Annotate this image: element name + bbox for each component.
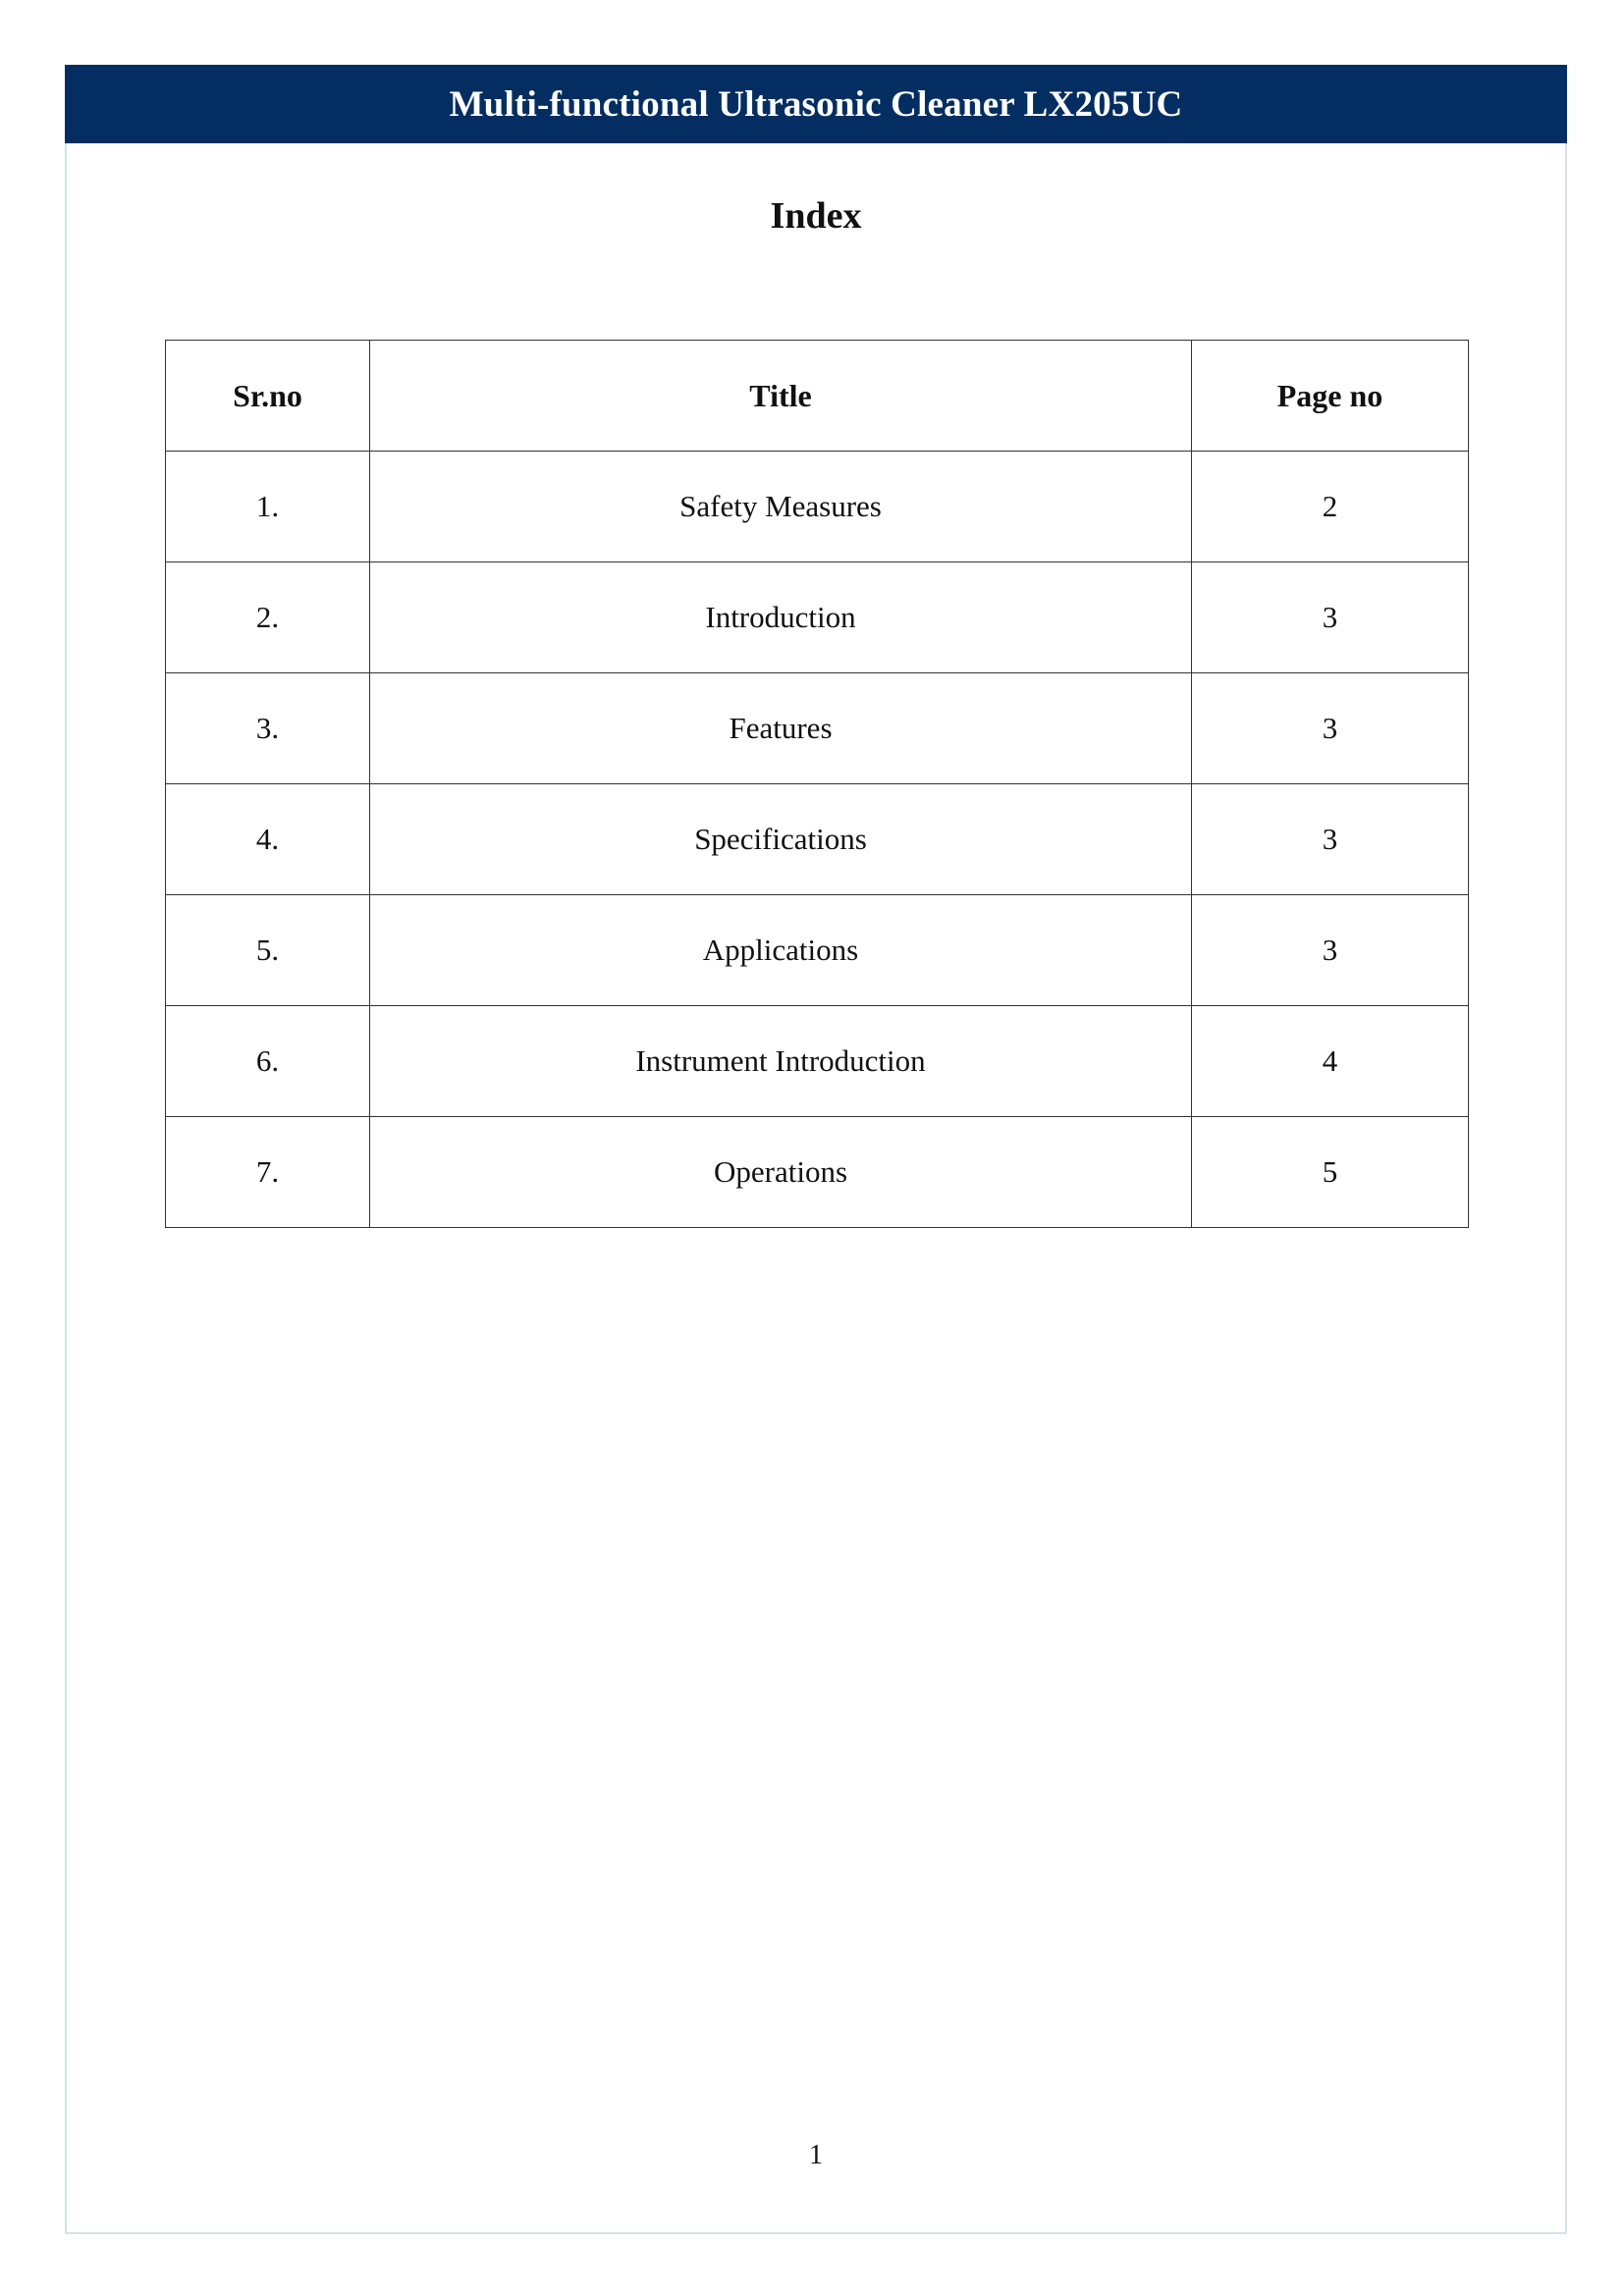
cell-page: 2 bbox=[1192, 452, 1469, 562]
cell-title: Specifications bbox=[370, 784, 1192, 895]
index-heading: Index bbox=[770, 195, 862, 237]
cell-srno: 7. bbox=[166, 1117, 370, 1228]
table-row bbox=[166, 562, 1469, 673]
cell-page: 3 bbox=[1192, 673, 1469, 784]
cell-title: Features bbox=[370, 673, 1192, 784]
cell-srno: 4. bbox=[166, 784, 370, 895]
cell-page: 5 bbox=[1192, 1117, 1469, 1228]
cell-page: 3 bbox=[1192, 562, 1469, 673]
cell-srno: 3. bbox=[166, 673, 370, 784]
cell-title: Safety Measures bbox=[370, 452, 1192, 562]
table-row bbox=[166, 1117, 1469, 1228]
cell-srno: 5. bbox=[166, 895, 370, 1006]
table-row bbox=[166, 673, 1469, 784]
cell-page: 3 bbox=[1192, 784, 1469, 895]
cell-title: Applications bbox=[370, 895, 1192, 1006]
cell-srno: 6. bbox=[166, 1006, 370, 1117]
table-row bbox=[166, 452, 1469, 562]
cell-page: 3 bbox=[1192, 895, 1469, 1006]
cell-srno: 2. bbox=[166, 562, 370, 673]
cell-title: Instrument Introduction bbox=[370, 1006, 1192, 1117]
header-banner bbox=[65, 65, 1567, 143]
cell-page: 4 bbox=[1192, 1006, 1469, 1117]
cell-title: Introduction bbox=[370, 562, 1192, 673]
table-row bbox=[166, 784, 1469, 895]
table-row bbox=[166, 1006, 1469, 1117]
cell-srno: 1. bbox=[166, 452, 370, 562]
cell-title: Operations bbox=[370, 1117, 1192, 1228]
column-header-page: Page no bbox=[1192, 341, 1469, 452]
document-title: Multi-functional Ultrasonic Cleaner LX205UC bbox=[449, 83, 1183, 125]
column-header-title: Title bbox=[370, 341, 1192, 452]
column-header-srno: Sr.no bbox=[166, 341, 370, 452]
table-row bbox=[166, 895, 1469, 1006]
table-header-row bbox=[166, 341, 1469, 452]
page-number: 1 bbox=[809, 2140, 823, 2170]
index-table bbox=[165, 340, 1469, 1228]
